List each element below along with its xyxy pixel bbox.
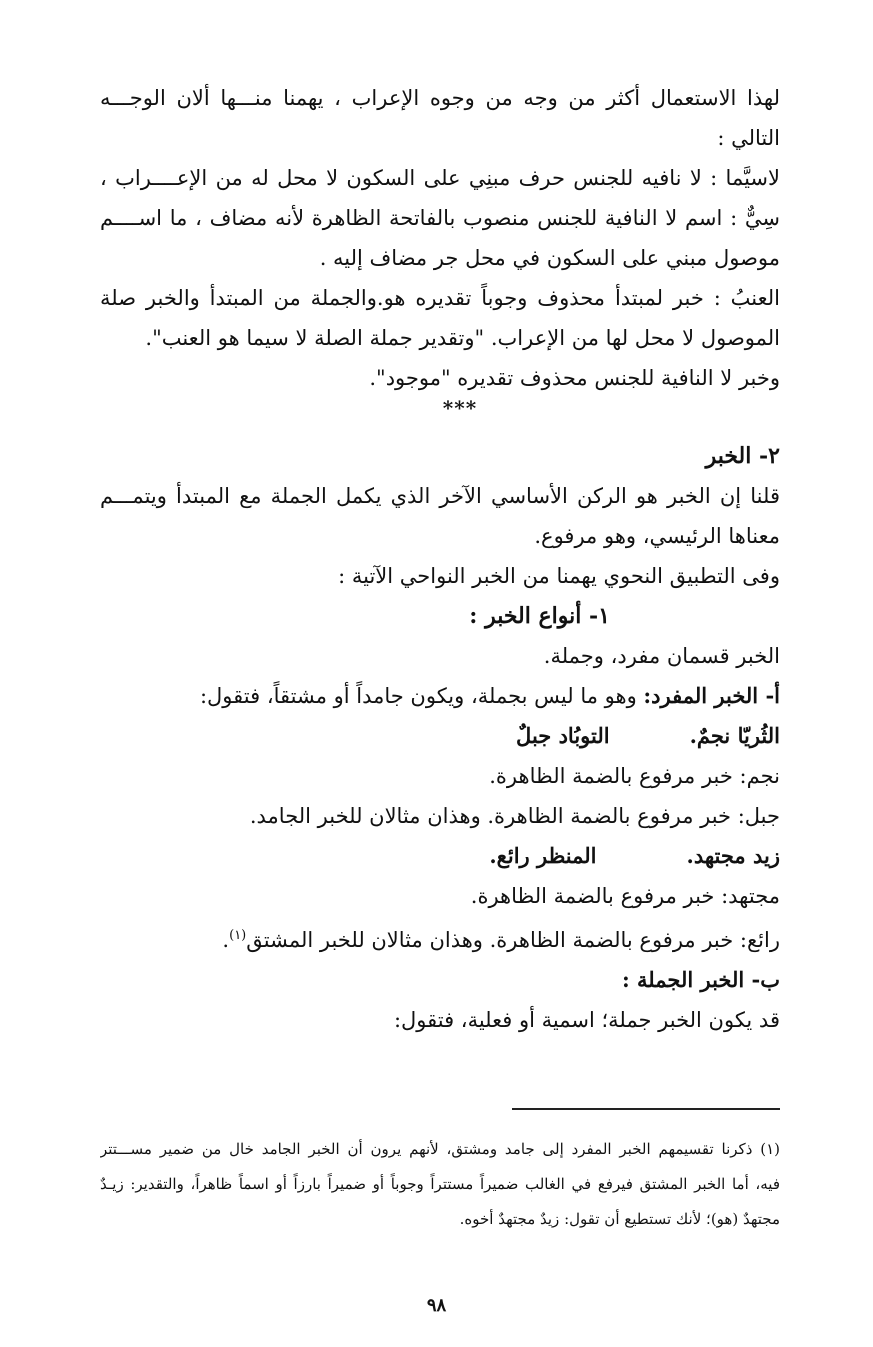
body-line-8: وخبر لا النافية للجنس محذوف تقديره "موجود". xyxy=(369,366,780,390)
note-1: نجم: خبر مرفوع بالضمة الظاهرة. xyxy=(489,764,780,788)
example-1-b: التوبُاد جبلٌ xyxy=(516,723,610,748)
note-2: جبل: خبر مرفوع بالضمة الظاهرة. وهذان مثالان للخبر الجامد. xyxy=(249,804,780,828)
footnotes xyxy=(100,1132,780,1237)
body-line-5: موصول مبني على السكون في محل جر مضاف إليه . xyxy=(319,246,780,270)
footnote-line-3: مجتهدٌ (هو)؛ لأنك تستطيع أن تقول: زيدٌ مجتهدٌ أخوه. xyxy=(459,1210,780,1228)
section-line-2: معناها الرئيسي، وهو مرفوع. xyxy=(534,524,780,548)
body-line-6: العنبُ : خبر لمبتدأ محذوف وجوباً تقديره هو.والجملة من المبتدأ والخبر صلة xyxy=(100,286,780,310)
section-line-3: وفى التطبيق النحوي يهمنا من الخبر النواحي الآتية : xyxy=(338,564,780,588)
types-line: الخبر قسمان مفرد، وجملة. xyxy=(543,644,780,668)
section-separator: *** xyxy=(442,396,478,420)
section-line-1: قلنا إن الخبر هو الركن الأساسي الآخر الذي يكمل الجملة مع المبتدأ ويتمـــم xyxy=(100,484,780,508)
note-4-end: . xyxy=(222,928,230,952)
single-predicate-line xyxy=(100,676,780,716)
single-predicate-title: أ- الخبر المفرد: xyxy=(643,683,780,708)
example-1 xyxy=(100,716,780,756)
body-line-2: التالي : xyxy=(717,126,780,150)
example-2 xyxy=(100,836,780,876)
footnote-ref[interactable]: (١) xyxy=(229,928,247,943)
sentence-predicate-text: قد يكون الخبر جملة؛ اسمية أو فعلية، فتقول: xyxy=(393,1008,780,1032)
page-body xyxy=(100,78,780,1040)
example-1-a: الثُريّا نجمٌ. xyxy=(689,723,780,748)
example-2-a: زيد مجتهد. xyxy=(686,843,780,868)
body-line-3: لاسيَّما : لا نافيه للجنس حرف مبنِي على السكون لا محل له من الإعــــراب ، xyxy=(100,166,780,190)
note-3: مجتهد: خبر مرفوع بالضمة الظاهرة. xyxy=(470,884,780,908)
subsection-title: ١- أنواع الخبر : xyxy=(469,603,610,629)
note-4 xyxy=(100,916,780,960)
sentence-predicate-title: ب- الخبر الجملة : xyxy=(621,967,780,992)
footnote-divider xyxy=(512,1108,780,1110)
body-line-7: الموصول لا محل لها من الإعراب. "وتقدير جملة الصلة لا سيما هو العنب". xyxy=(145,326,780,350)
footnote-line-1: (١) ذكرنا تقسيمهم الخبر المفرد إلى جامد ومشتق، لأنهم يرون أن الخبر الجامد خال من ضمير مســـتتر xyxy=(100,1140,780,1158)
example-2-b: المنظر رائع. xyxy=(489,843,597,868)
body-line-1: لهذا الاستعمال أكثر من وجه من وجوه الإعراب ، يهمنا منـــها ألان الوجـــه xyxy=(100,86,780,110)
single-predicate-text: وهو ما ليس بجملة، ويكون جامداً أو مشتقاً، فتقول: xyxy=(199,684,644,708)
body-line-4: سِيٌّ : اسم لا النافية للجنس منصوب بالفاتحة الظاهرة لأنه مضاف ، ما اســــم xyxy=(100,206,780,230)
section-title: ٢- الخبر xyxy=(705,443,780,469)
footnote-line-2: فيه، أما الخبر المشتق فيرفع في الغالب ضميراً مستتراً وجوباً أو ضميراً بارزاً أو اسماً ظاهراً، والتقدير: زيـدٌ xyxy=(100,1175,780,1193)
page-number: ٩٨ xyxy=(426,1295,447,1316)
note-4-text: رائع: خبر مرفوع بالضمة الظاهرة. وهذان مثالان للخبر المشتق xyxy=(246,928,780,952)
